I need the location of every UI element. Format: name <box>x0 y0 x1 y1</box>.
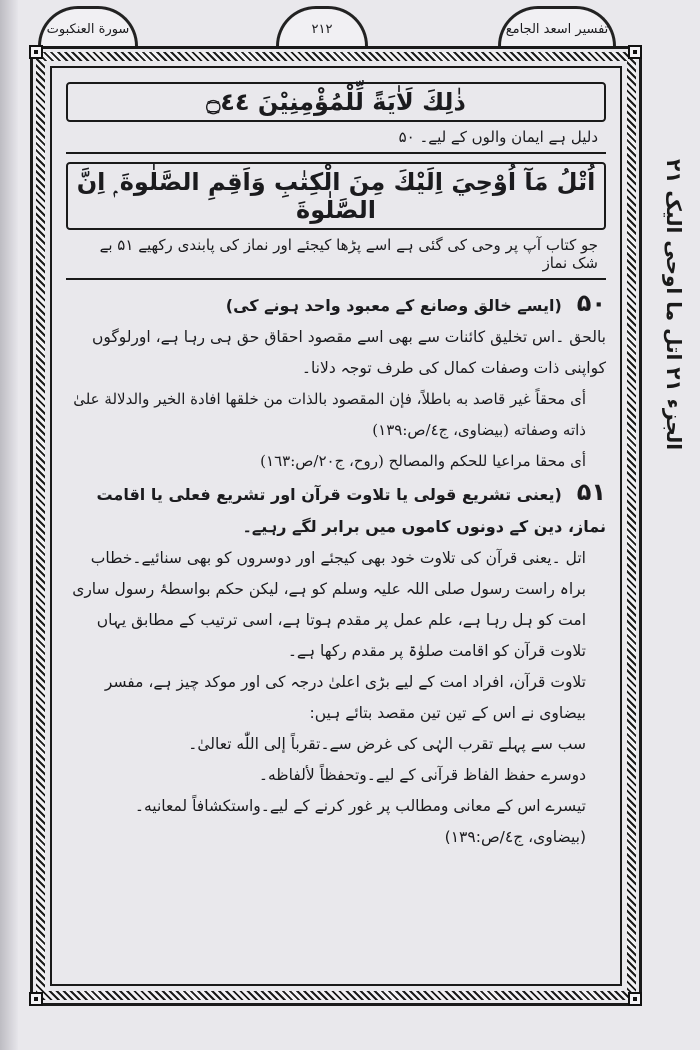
commentary-paragraph: بالحق ۔اس تخلیق کائنات سے بھی اسے مقصود احقاق حق ہی رہا ہے، اورلوگوں کواپنی ذات وصفات کمال کی طرف توجہ دلانا۔ <box>91 328 606 377</box>
reference-citation: (بیضاوی، ج٤/ص:١٣٩) <box>444 828 586 846</box>
juz-side-note: الجزء ۲۱ اتل ما اوحی الیک ۲۱ <box>662 159 686 451</box>
surah-name: سورة العنكبوت <box>46 21 130 37</box>
note-heading-text: (یعنی تشریع قولی یا تلاوت قرآن اور تشریع فعلی یا اقامت نماز، دین کے دونوں کاموں میں برابر لگے رہیے۔ <box>96 485 606 536</box>
commentary-paragraph: اتل ۔یعنی قرآن کی تلاوت خود بھی کیجئے اور دوسروں کو بھی سنائیے۔خطاب براہ راست رسول صلی اللہ علیہ وسلم کو ہے، لیکن حکم بواسطۂ رسول ساری امت کو ہل رہا ہے، علم عمل پر مقدم ہوتا ہے، اسی ترتیب کے مطابق یہاں تلاوت قرآن کو اقامت صلوٰۃ پر مقدم رکھا ہے۔ <box>72 549 586 660</box>
commentary-list-item: دوسرے حفظ الفاظ قرآنی کے لیے۔وتحفظاً لألفاظه۔ <box>258 766 586 784</box>
series-name-tab <box>498 6 616 49</box>
note-50-heading <box>66 288 606 322</box>
arabic-quotation: أى محقاً غير قاصد به باطلاً، فإن المقصود بالذات من خلقها افادة الخير والدلالة علىٰ ذاته وصفاته (بيضاوى، ج٤/ص:١٣٩) <box>73 390 586 439</box>
verse-box-main <box>66 162 606 230</box>
corner-ornament <box>628 992 642 1006</box>
commentary-list-item: تیسرے اس کے معانی ومطالب پر غور کرنے کے لیے۔واستكشافاً لمعانيه۔ <box>134 797 586 815</box>
verse-arabic: ذٰلِكَ لَاٰيَةً لِّلْمُؤْمِنِيْنَ ۝٤٤ <box>206 88 466 116</box>
verse-arabic: اُتْلُ مَآ اُوْحِيَ اِلَيْكَ مِنَ الْكِتٰبِ وَاَقِمِ الصَّلٰوةَ ۭ اِنَّ الصَّلٰوةَ <box>76 168 596 224</box>
verse-translation: جو کتاب آپ پر وحی کی گئی ہے اسے پڑھا کیجئے اور نماز کی پابندی رکھیے ۵۱ بے شک نماز <box>66 230 606 280</box>
note-number: ۵۱ <box>576 478 606 506</box>
note-51-heading <box>66 477 606 543</box>
corner-ornament <box>29 45 43 59</box>
corner-ornament <box>29 992 43 1006</box>
page-binding-shadow <box>0 0 18 1050</box>
arabic-quotation: أى محقا مراعيا للحكم والمصالح (روح، ج٢٠/ص:١٦٣) <box>260 452 586 470</box>
surah-name-tab <box>38 6 138 49</box>
commentary-paragraph: تلاوت قرآن، افراد امت کے لیے بڑی اعلیٰ درجہ کی اور موکد چیز ہے، مفسر بیضاوی نے اس کے تین تین مقصد بتائے ہیں: <box>104 673 586 722</box>
page-number-tab <box>276 6 368 49</box>
corner-ornament <box>628 45 642 59</box>
page-number: ۲۱۲ <box>311 21 333 37</box>
page-content <box>66 82 606 972</box>
verse-translation: دلیل ہے ایمان والوں کے لیے۔ ۵۰ <box>66 122 606 154</box>
note-heading-text: (ایسے خالق وصانع کے معبود واحد ہونے کی) <box>225 296 562 315</box>
commentary-list-item: سب سے پہلے تقرب الہٰی کی غرض سے۔تقرباً إلى اللّٰه تعالىٰ۔ <box>188 735 586 753</box>
series-name: تفسیر اسعد الجامع <box>505 21 609 37</box>
note-number: ۵۰ <box>576 289 606 317</box>
verse-box-top <box>66 82 606 122</box>
